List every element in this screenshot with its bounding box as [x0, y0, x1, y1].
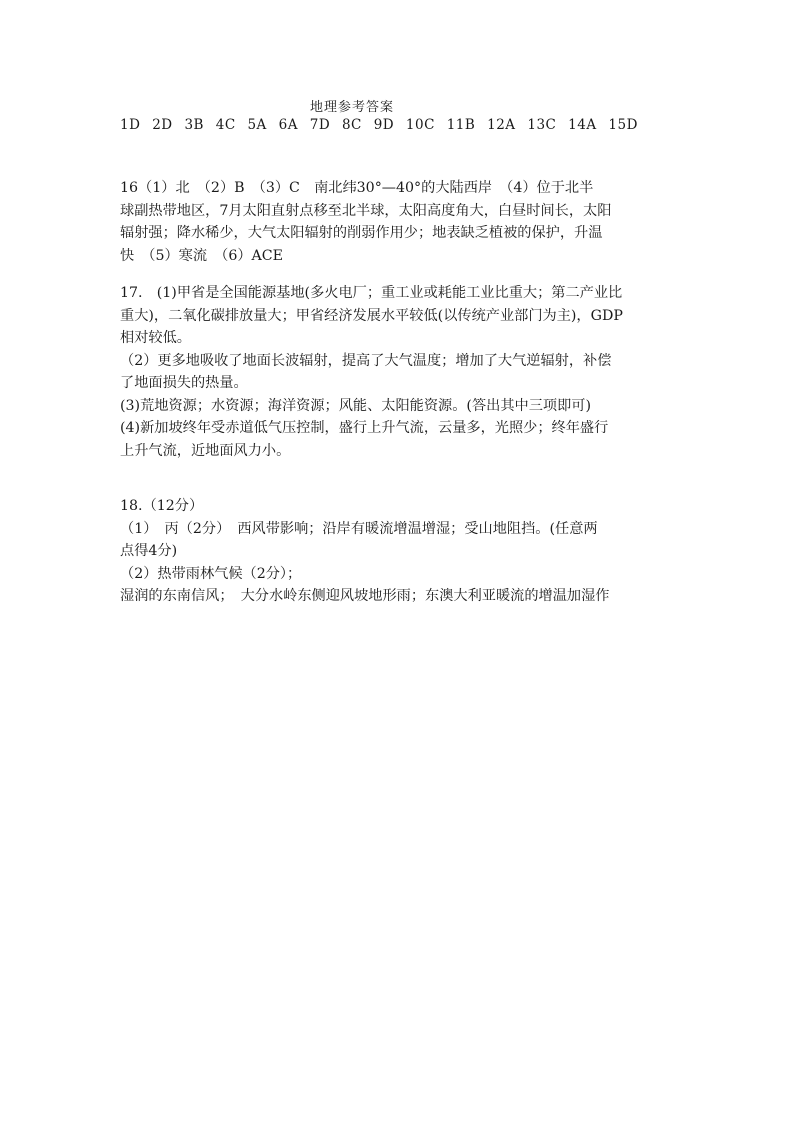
question-18-answer [120, 495, 680, 608]
answer-line: (3)荒地资源；水资源；海洋资源；风能、太阳能资源。(答出其中三项即可) [120, 397, 591, 414]
answer-line: 快 （5）寒流 （6）ACE [120, 247, 283, 264]
mc-answer: 10C [405, 117, 435, 133]
mc-answer: 1D [120, 117, 141, 133]
mc-answer: 11B [446, 117, 476, 133]
page-title: 地理参考答案 [310, 100, 395, 115]
mc-answer: 13C [527, 117, 557, 133]
answer-line: 了地面损失的热量。 [120, 375, 248, 391]
question-16-answer [120, 177, 680, 267]
mc-answer: 9D [373, 117, 395, 133]
answer-line: （2）更多地吸收了地面长波辐射，提高了大气温度；增加了大气逆辐射，补偿 [120, 352, 612, 369]
mc-answer: 2D [152, 117, 173, 133]
mc-answer: 14A [568, 117, 597, 133]
mc-answer: 3B [184, 117, 204, 133]
answer-line: 相对较低。 [120, 330, 191, 346]
answer-line: 重大)，二氧化碳排放量大；甲省经济发展水平较低(以传统产业部门为主)，GDP [120, 307, 623, 324]
mc-answer: 8C [341, 117, 362, 133]
mc-answer: 4C [215, 117, 236, 133]
answer-line: （2）热带雨林气候（2分）； [120, 565, 302, 582]
answer-line: 球副热带地区，7月太阳直射点移至北半球，太阳高度角大，白昼时间长，太阳 [120, 202, 612, 219]
answer-line: (4)新加坡终年受赤道低气压控制，盛行上升气流，云量多，光照少；终年盛行 [120, 420, 609, 436]
mc-answer: 7D [309, 117, 331, 133]
answer-line: 辐射强；降水稀少，大气太阳辐射的削弱作用少；地表缺乏植被的保护，升温 [120, 225, 603, 241]
answer-line: 上升气流，近地面风力小。 [120, 442, 291, 459]
answer-line: 点得4分) [120, 543, 178, 559]
answer-line: 17. (1)甲省是全国能源基地(多火电厂；重工业或耗能工业比重大；第二产业比 [120, 285, 623, 301]
answer-line: 16（1）北 （2）B （3）C 南北纬30°—40°的大陆西岸 （4）位于北半 [120, 180, 594, 196]
answer-line: 湿润的东南信风； 大分水岭东侧迎风坡地形雨；东澳大利亚暖流的增温加湿作 [120, 588, 610, 604]
answer-line: （1） 丙（2分） 西风带影响；沿岸有暖流增温增湿；受山地阻挡。(任意两 [120, 520, 598, 537]
mc-answer: 15D [608, 117, 638, 133]
mc-answer: 6A [278, 117, 298, 133]
question-17-answer [120, 282, 680, 462]
mc-answer: 12A [487, 117, 516, 133]
answer-line: 18.（12分） [120, 498, 204, 514]
multiple-choice-answers [120, 117, 645, 133]
mc-answer: 5A [247, 117, 267, 133]
